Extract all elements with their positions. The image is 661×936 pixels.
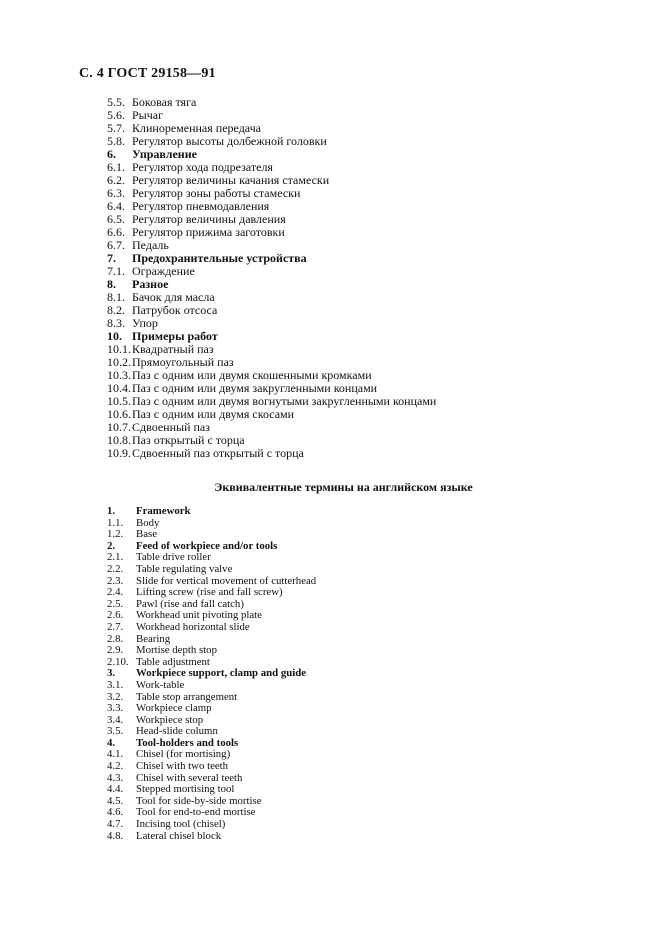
item-text: Паз с одним или двумя закругленными концами (132, 381, 378, 395)
list-item (107, 831, 316, 843)
item-number: 10.9. (107, 446, 131, 460)
item-text: Сдвоенный паз (132, 420, 210, 434)
item-number: 2.9. (107, 644, 124, 657)
item-text: Управление (132, 147, 197, 161)
item-text: Регулятор величины качания стамески (132, 173, 330, 187)
item-number: 8.2. (107, 303, 125, 317)
item-number: 2.2. (107, 562, 124, 575)
item-text: Chisel with two teeth (136, 760, 229, 773)
item-number: 1.1. (107, 516, 124, 529)
item-text: Паз открытый с торца (132, 433, 245, 447)
list-item (107, 761, 316, 773)
list-item (107, 564, 316, 576)
item-text: Workhead unit pivoting plate (136, 609, 262, 622)
item-text: Workpiece stop (136, 713, 204, 726)
item-number: 8. (107, 277, 116, 291)
item-number: 3.2. (107, 690, 124, 703)
item-text: Паз с одним или двумя скошенными кромками (132, 368, 372, 382)
item-text: Бачок для масла (132, 290, 215, 304)
item-number: 10.3. (107, 368, 131, 382)
item-text: Stepped mortising tool (136, 783, 235, 796)
item-number: 4. (107, 736, 116, 749)
item-text: Патрубок отсоса (132, 303, 218, 317)
item-number: 2.3. (107, 574, 124, 587)
item-text: Head-slide column (136, 725, 218, 738)
item-text: Предохранительные устройства (132, 251, 307, 265)
item-text: Work-table (136, 678, 185, 691)
item-number: 5.8. (107, 134, 125, 148)
item-number: 2.1. (107, 551, 124, 564)
item-number: 2.6. (107, 609, 124, 622)
item-text: Chisel with several teeth (136, 771, 243, 784)
list-item (107, 819, 316, 831)
item-text: Боковая тяга (132, 95, 197, 109)
item-number: 10.2. (107, 355, 131, 369)
item-text: Incising tool (chisel) (136, 818, 226, 831)
item-number: 6.7. (107, 238, 125, 252)
item-number: 5.5. (107, 95, 125, 109)
item-number: 4.3. (107, 771, 124, 784)
item-number: 3.4. (107, 713, 124, 726)
item-text: Feed of workpiece and/or tools (136, 539, 278, 552)
list-item (107, 622, 316, 634)
item-text: Lifting screw (rise and fall screw) (136, 586, 283, 599)
item-number: 4.6. (107, 806, 124, 819)
item-number: 4.1. (107, 748, 124, 761)
item-text: Slide for vertical movement of cutterhead (136, 574, 317, 587)
item-number: 2.5. (107, 597, 124, 610)
item-number: 3.5. (107, 725, 124, 738)
item-number: 3. (107, 667, 116, 680)
item-text: Клиноременная передача (132, 121, 261, 135)
item-number: 5.6. (107, 108, 125, 122)
item-text: Регулятор величины давления (132, 212, 286, 226)
item-text: Педаль (132, 238, 169, 252)
russian-terms-list (107, 96, 436, 460)
item-text: Квадратный паз (132, 342, 214, 356)
item-text: Прямоугольный паз (132, 355, 234, 369)
item-text: Упор (132, 316, 158, 330)
item-number: 10. (107, 329, 122, 343)
item-text: Регулятор хода подрезателя (132, 160, 273, 174)
item-number: 6.2. (107, 173, 125, 187)
item-text: Lateral chisel block (136, 829, 222, 842)
item-number: 2.10. (107, 655, 129, 668)
item-number: 6.3. (107, 186, 125, 200)
item-number: 5.7. (107, 121, 125, 135)
list-item (107, 703, 316, 715)
item-number: 6.1. (107, 160, 125, 174)
item-text: Workpiece clamp (136, 702, 212, 715)
item-text: Chisel (for mortising) (136, 748, 231, 761)
item-text: Table stop arrangement (136, 690, 238, 703)
item-text: Паз с одним или двумя скосами (132, 407, 295, 421)
item-text: Bearing (136, 632, 171, 645)
item-text: Table adjustment (136, 655, 210, 668)
item-text: Сдвоенный паз открытый с торца (132, 446, 304, 460)
item-number: 8.1. (107, 290, 125, 304)
item-text: Framework (136, 505, 191, 517)
item-number: 2. (107, 539, 116, 552)
item-text: Регулятор высоты долбежной головки (132, 134, 327, 148)
item-text: Примеры работ (132, 329, 218, 343)
item-number: 2.4. (107, 586, 124, 599)
list-item (107, 645, 316, 657)
list-item (107, 587, 316, 599)
item-number: 10.4. (107, 381, 131, 395)
item-number: 3.1. (107, 678, 124, 691)
item-number: 1.2. (107, 528, 124, 541)
item-number: 6.6. (107, 225, 125, 239)
item-text: Регулятор пневмодавления (132, 199, 270, 213)
item-number: 10.6. (107, 407, 131, 421)
item-number: 2.7. (107, 620, 124, 633)
item-text: Регулятор зоны работы стамески (132, 186, 301, 200)
item-text: Tool-holders and tools (136, 736, 239, 749)
item-number: 10.5. (107, 394, 131, 408)
item-number: 8.3. (107, 316, 125, 330)
item-number: 4.5. (107, 794, 124, 807)
item-number: 6.4. (107, 199, 125, 213)
item-number: 6. (107, 147, 116, 161)
section-heading (107, 506, 316, 518)
item-text: Pawl (rise and fall catch) (136, 597, 244, 610)
list-item (107, 680, 316, 692)
list-item (107, 447, 436, 460)
item-text: Workhead horizontal slide (136, 620, 250, 633)
item-number: 4.2. (107, 760, 124, 773)
item-number: 7. (107, 251, 116, 265)
item-number: 4.8. (107, 829, 124, 842)
item-number: 2.8. (107, 632, 124, 645)
item-text: Разное (132, 277, 169, 291)
item-number: 4.7. (107, 818, 124, 831)
item-text: Ограждение (132, 264, 195, 278)
item-number: 3.3. (107, 702, 124, 715)
item-text: Рычаг (132, 108, 164, 122)
item-text: Base (136, 528, 157, 541)
english-section-title: Эквивалентные термины на английском языке (214, 480, 473, 494)
item-text: Mortise depth stop (136, 644, 217, 657)
item-number: 1. (107, 505, 116, 517)
item-text: Table regulating valve (136, 562, 233, 575)
item-text: Body (136, 516, 160, 529)
item-text: Workpiece support, clamp and guide (136, 667, 307, 680)
item-text: Table drive roller (136, 551, 211, 564)
item-text: Tool for side-by-side mortise (136, 794, 262, 807)
english-terms-list (107, 506, 316, 842)
item-number: 7.1. (107, 264, 125, 278)
item-text: Паз с одним или двумя вогнутыми закругленными концами (132, 394, 437, 408)
item-number: 6.5. (107, 212, 125, 226)
item-number: 10.1. (107, 342, 131, 356)
item-number: 10.7. (107, 420, 131, 434)
item-number: 4.4. (107, 783, 124, 796)
item-text: Tool for end-to-end mortise (136, 806, 256, 819)
item-number: 10.8. (107, 433, 131, 447)
item-text: Регулятор прижима заготовки (132, 225, 285, 239)
page-header: С. 4 ГОСТ 29158—91 (79, 66, 216, 81)
